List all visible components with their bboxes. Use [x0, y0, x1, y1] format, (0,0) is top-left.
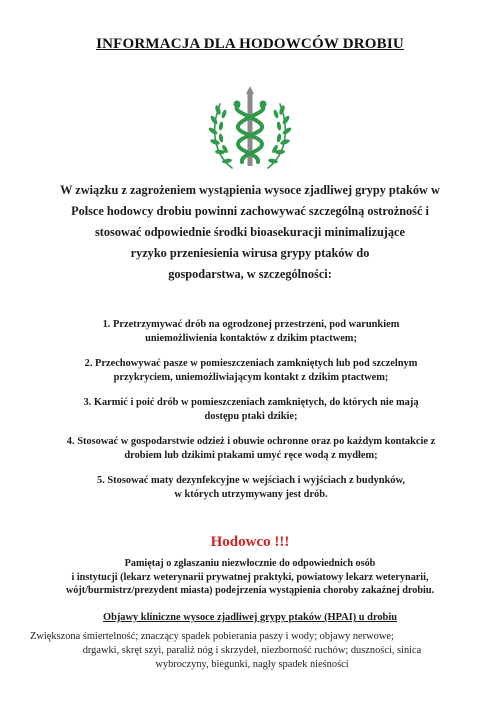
symptoms-line: Zwiększona śmiertelność; znaczący spadek pobierania paszy i wody; objawy nerwowe; [30, 631, 394, 642]
notice-line: i instytucji (lekarz weterynarii prywatnej praktyki, powiatowy lekarz weterynarii, [71, 571, 429, 583]
symptoms-line: drgawki, skręt szyi, paraliż nóg i skrzydeł, niezborność ruchów; duszności, sinica [82, 645, 422, 656]
caduceus-emblem-icon [200, 82, 300, 178]
rules-list [28, 318, 474, 513]
rule-line: uniemożliwienia kontaktów z dzikim ptactwem; [145, 333, 357, 344]
notice-line: Pamiętaj o zgłaszaniu niezwłocznie do odpowiednich osób [124, 558, 376, 569]
intro-line: stosować odpowiednie środki bioasekuracji minimalizujące [95, 225, 405, 239]
symptoms-paragraph [30, 630, 474, 672]
rule-item [28, 435, 474, 463]
rule-line: 2. Przechowywać pasze w pomieszczeniach zamkniętych lub pod szczelnym [84, 358, 418, 369]
alert-heading: Hodowco !!! [210, 534, 290, 550]
intro-paragraph [30, 180, 470, 285]
intro-line: ryzyko przeniesienia wirusa grypy ptaków do [130, 246, 370, 260]
rule-item [28, 396, 474, 424]
rule-line: 5. Stosować maty dezynfekcyjne w wejściach i wyjściach z budynków, [97, 475, 405, 486]
intro-line: Polsce hodowcy drobiu powinni zachowywać szczególną ostrożność i [71, 204, 429, 218]
rule-line: dostępu ptaki dzikie; [204, 411, 298, 422]
symptoms-heading: Objawy kliniczne wysoce zjadliwej grypy ptaków (HPAI) u drobiu [102, 612, 398, 623]
rule-item [28, 318, 474, 346]
intro-line: gospodarstwa, w szczególności: [168, 267, 332, 281]
notice-line: wójt/burmistrz/prezydent miasta) podejrzenia wystąpienia choroby zakaźnej drobiu. [65, 585, 435, 597]
rule-line: w których utrzymywany jest drób. [174, 489, 328, 500]
document-title: INFORMACJA DLA HODOWCÓW DROBIU [96, 36, 404, 52]
rule-line: przykryciem, uniemożliwiającym kontakt z dzikim ptactwem; [113, 372, 389, 383]
rule-line: 1. Przetrzymywać drób na ogrodzonej przestrzeni, pod warunkiem [102, 319, 400, 330]
rule-item [28, 474, 474, 502]
rule-line: 4. Stosować w gospodarstwie odzież i obuwie ochronne oraz po każdym kontakcie z [66, 436, 436, 447]
rule-line: drobiem lub dzikimi ptakami umyć ręce wodą z mydłem; [124, 450, 378, 461]
rule-item [28, 357, 474, 385]
symptoms-line: wybroczyny, biegunki, nagły spadek nieśności [155, 659, 349, 670]
intro-line: W związku z zagrożeniem wystąpienia wysoce zjadliwej grypy ptaków w [60, 183, 440, 197]
notice-paragraph [20, 557, 480, 598]
rule-line: 3. Karmić i poić drób w pomieszczeniach zamkniętych, do których nie mają [83, 397, 419, 408]
